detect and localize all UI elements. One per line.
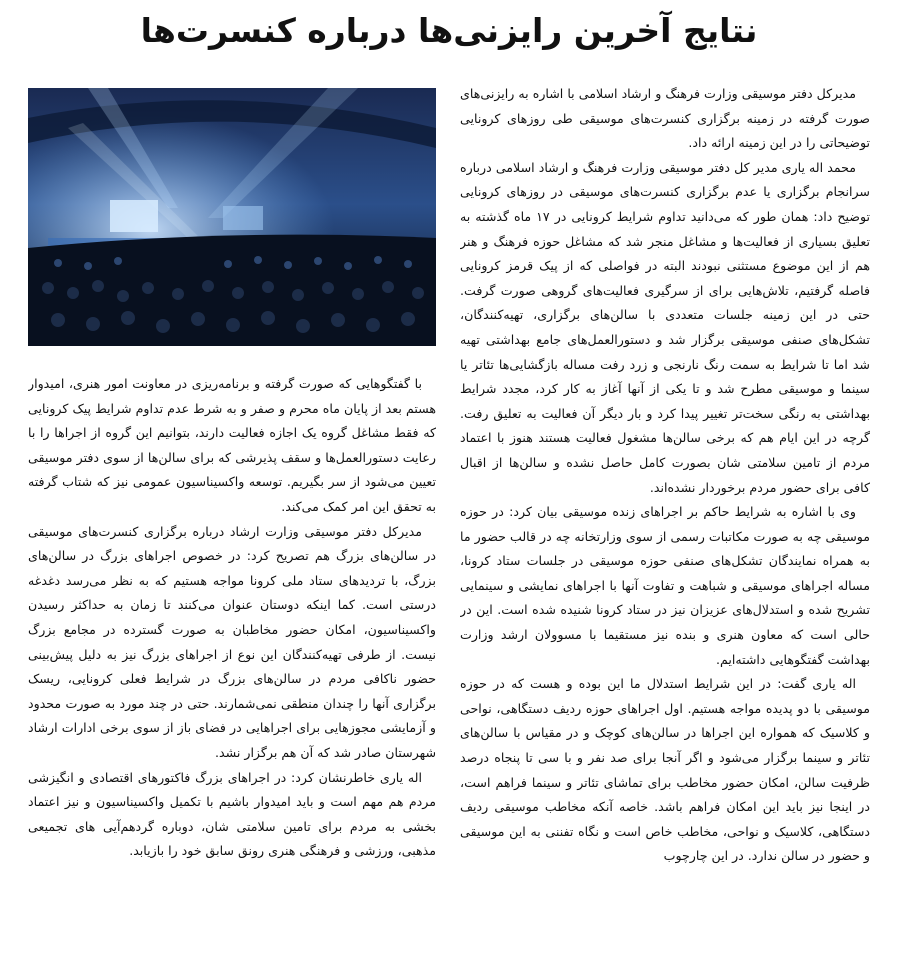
article-column-left bbox=[28, 372, 436, 952]
paragraph: اله یاری خاطرنشان کرد: در اجراهای بزرگ فاکتورهای اقتصادی و انگیزشی مردم هم مهم است و باید امیدوار باشیم با تکمیل واکسیناسیون و نیز اعتماد بخشی به مردم برای تامین سلامتی شان، دوباره گردهم‌آیی های تجمیعی مذهبی، ورزشی و فرهنگی هنری رونق سابق خود را بازیابد. bbox=[28, 769, 436, 859]
paragraph: اله یاری گفت: در این شرایط استدلال ما این بوده و هست که در حوزه موسیقی با دو پدیده مواجه هستیم. اول اجراهای حوزه ردیف دستگاهی، نواحی و کلاسیک که همواره این اجراها در سالن‌های کوچک و در مقیاس با سالن‌های تئاتر و سینما برگزار می‌شود و اگر آنجا برای صد نفر و با سی تا پنجاه درصد ظرفیت سالن، امکان حضور مخاطب برای تماشای تئاتر و سینما فراهم است، در اینجا نیز باید این امکان فراهم باشد. خاصه آنکه مخاطب موسیقی ردیف دستگاهی، کلاسیک و نواحی، مخاطب خاص است و نگاه تفننی به این موسیقی و حضور در سالن ندارد. در این چارچوب bbox=[460, 676, 870, 864]
paragraph: با گفتگوهایی که صورت گرفته و برنامه‌ریزی در معاونت امور هنری، امیدوار هستم بعد از پایان ماه محرم و صفر و به شرط عدم تداوم شرایط پیک کرونایی که فقط مشاغل گروه یک اجازه فعالیت دارند، بتوانیم این گروه از اجراها را با رعایت دستورالعمل‌ها و سقف پذیرشی که برای سالن‌ها از سوی دفتر موسیقی تعیین می‌شود از سر بگیریم. توسعه واکسیناسیون عمومی نیز که شتاب گرفته به تحقق این امر کمک می‌کند. bbox=[28, 376, 436, 514]
page-title: نتایج آخرین رایزنی‌ها درباره کنسرت‌ها bbox=[140, 11, 758, 50]
paragraph: مدیرکل دفتر موسیقی وزارت ارشاد درباره برگزاری کنسرت‌های موسیقی در سالن‌های بزرگ هم تصریح کرد: در خصوص اجراهای بزرگ در سالن‌های بزرگ، با تردیدهای ستاد ملی کرونا مواجه هستیم که به نظر می‌رسد دغدغه درستی است. کما اینکه دوستان عنوان می‌کنند تا زمان به حداکثر رسیدن واکسیناسیون، امکان حضور مخاطبان به صورت گسترده در مجامع بزرگ نیست. از طرفی تهیه‌کنندگان این نوع از اجراهای بزرگ نیز به دلیل پیش‌بینی حضور ناکافی مردم در سالن‌های بزرگ در شرایط فعلی کرونایی، ریسک برگزاری آنها را چندان منطقی نمی‌شمارند. حتی در چند مورد به صورت محدود و آزمایشی مجوزهایی برای اجراهایی در فضای باز از سوی برخی ادارات ارشاد شهرستان صادر شد که آن هم برگزار نشد. bbox=[28, 523, 436, 760]
concert-hall-photo bbox=[28, 88, 436, 346]
paragraph: مدیرکل دفتر موسیقی وزارت فرهنگ و ارشاد اسلامی با اشاره به رایزنی‌های صورت گرفته در زمینه برگزاری کنسرت‌های موسیقی طی روزهای کرونایی توضیحاتی را در این زمینه ارائه داد. bbox=[460, 86, 870, 151]
paragraph: محمد اله یاری مدیر کل دفتر موسیقی وزارت فرهنگ و ارشاد اسلامی درباره سرانجام برگزاری یا عدم برگزاری کنسرت‌های موسیقی در روزهای کرونایی توضیح داد: همان طور که می‌دانید تداوم شرایط کرونایی در ۱۷ ماه گذشته به تعلیق بسیاری از فعالیت‌ها و مشاغل منجر شد که مشاغل حوزه فرهنگ و هنر هم از این موضوع مستثنی نبودند البته در فواصلی که از پیک قرمز کرونایی فاصله گرفتیم، تلاش‌هایی برای از سرگیری فعالیت‌های گروهی صورت گرفت. حتی در این زمینه جلسات متعددی با سالن‌های برگزاری، تهیه‌کنندگان، تشکل‌های صنفی موسیقی برگزار شد و دستورالعمل‌های جامع بهداشتی تهیه شد اما تا شرایط به سمت رنگ نارنجی و زرد رفت مساله بازگشایی‌ها تئاتر یا سینما و موسیقی مطرح شد و تا یکی از آنها آغاز به کار کرد، مجدد شرایط بهداشتی به رنگی سخت‌تر تغییر پیدا کرد و بار دیگر آن فعالیت به تعلیق رفت. گرچه در این ایام هم که برخی سالن‌ها مشغول فعالیت هستند هنوز با اعتماد مردم از تامین سلامتی شان بصورت کامل حاصل نشده و سالن‌ها از اقبال کافی برای حضور مردم برخوردار نشده‌اند. bbox=[460, 159, 870, 495]
paragraph: وی با اشاره به شرایط حاکم بر اجراهای زنده موسیقی بیان کرد: در حوزه موسیقی چه به صورت مکاتبات رسمی از سوی وزارتخانه چه در قالب حضور ما به همراه نمایندگان تشکل‌های صنفی حوزه موسیقی در جلسات ستاد کرونا، مساله اجراهای موسیقی و شباهت و تفاوت آنها با اجراهای نمایشی و سینمایی تشریح شده و استدلال‌های عزیزان نیز در ستاد کرونا شنیده شده است. این در حالی است که معاون هنری و بنده نیز مستقیما با مسوولان ارشد وزارت بهداشت گفتگوهایی داشته‌ایم. bbox=[460, 504, 870, 667]
article-column-right bbox=[460, 82, 870, 952]
